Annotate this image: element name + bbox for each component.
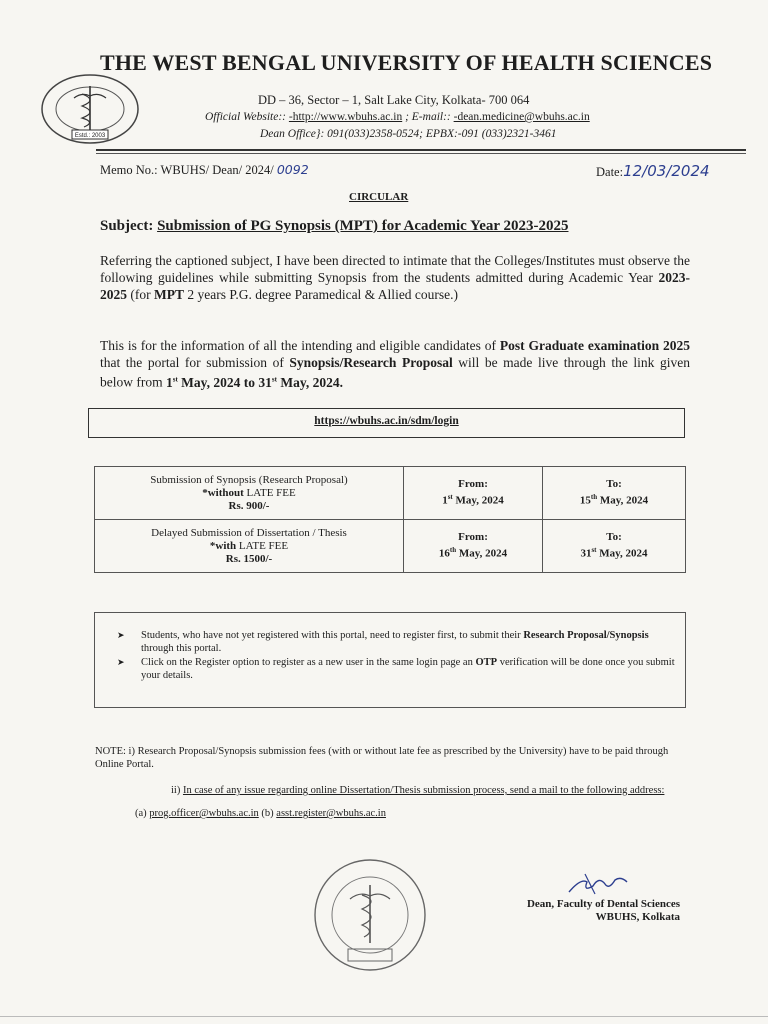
note-ii-text: In case of any issue regarding online Dissertation/Thesis submission process, send a mail to the following address:	[182, 785, 665, 796]
para2-text: This is for the information of all the intending and eligible candidates of	[100, 338, 500, 353]
instr2-bold: OTP	[475, 657, 498, 668]
page-edge	[0, 1016, 768, 1017]
para2-d2: May, 2024 to 31	[177, 374, 272, 390]
instr1-text: Students, who have not yet registered with this portal, need to register first, to submit their	[141, 630, 524, 641]
from-rest: May, 2024	[456, 547, 508, 560]
instructions-box	[94, 612, 686, 708]
to-label: To:	[606, 531, 622, 544]
memo-label: Memo No.: WBUHS/ Dean/ 2024/	[100, 163, 274, 177]
dean-signature	[565, 868, 635, 898]
para1-year: 2023-2025	[100, 270, 690, 302]
from-sup: th	[449, 546, 457, 555]
instr2-text: Click on the Register option to register as a new user in the same login page an	[141, 657, 476, 668]
para1-course: MPT	[154, 287, 184, 302]
para1-text2: (for	[127, 287, 154, 302]
portal-link[interactable]: https://wbuhs.ac.in/sdm/login	[314, 415, 459, 427]
university-address: DD – 36, Sector – 1, Salt Lake City, Kolkata- 700 064	[258, 93, 530, 107]
fee-type-bold: *without	[202, 486, 244, 499]
note-fees: NOTE: i) Research Proposal/Synopsis submission fees (with or without late fee as prescribed by the University) have to be paid through Online Portal.	[95, 746, 669, 770]
memo-date	[596, 162, 710, 180]
fee-desc-cell	[95, 520, 404, 573]
arrow-bullet-icon: ➤	[117, 657, 125, 667]
para2-exam: Post Graduate examination 2025	[499, 338, 690, 353]
fee-desc: Submission of Synopsis (Research Proposal)	[150, 473, 348, 486]
instr2-end: verification will be done once you submit your details.	[141, 657, 675, 681]
to-rest: May, 2024	[596, 547, 648, 560]
signatory-block	[490, 898, 680, 924]
email-a-label: (a)	[135, 808, 150, 819]
table-row	[95, 520, 686, 573]
to-day: 31	[580, 547, 592, 560]
subject-text: Submission of PG Synopsis (MPT) for Academic Year 2023-2025	[157, 218, 569, 234]
fee-amount: Rs. 1500/-	[225, 552, 273, 565]
header-divider-thin	[96, 153, 746, 154]
para2-proposal: Synopsis/Research Proposal	[289, 355, 453, 370]
signatory-org: WBUHS, Kolkata	[595, 911, 680, 923]
subject-line	[100, 218, 568, 235]
para2-text3: will be made live through the link given below from	[100, 355, 690, 390]
from-day: 16	[438, 547, 450, 560]
portal-link-box	[88, 408, 685, 438]
para2-d2-sup: st	[271, 375, 277, 383]
from-date	[405, 491, 541, 508]
from-sup: st	[447, 493, 453, 502]
para1-text: Referring the captioned subject, I have been directed to intimate that the Colleges/Institutes must observe the following guidelines while submitting Synopsis from the students admitted during Academic Year	[100, 253, 690, 285]
to-sup: th	[590, 493, 598, 502]
from-label: From:	[458, 531, 488, 544]
email-b-link[interactable]: asst.register@wbuhs.ac.in	[276, 808, 386, 819]
to-day: 15	[579, 494, 591, 507]
fee-amount: Rs. 900/-	[228, 499, 270, 512]
from-rest: May, 2024	[452, 494, 504, 507]
fee-type-text: LATE FEE	[243, 486, 296, 499]
instruction-text	[141, 656, 681, 682]
para2-d1-sup: st	[172, 375, 178, 383]
paragraph-guidelines	[100, 252, 690, 303]
fee-schedule-table	[94, 466, 686, 573]
para2-text2: that the portal for submission of	[100, 355, 290, 370]
to-label: To:	[606, 478, 622, 491]
to-date	[544, 544, 684, 561]
email-label: ; E-mail::	[405, 111, 454, 123]
arrow-bullet-icon: ➤	[117, 630, 125, 640]
contact-line	[205, 111, 590, 123]
fee-type	[96, 487, 402, 500]
to-date-cell	[543, 520, 686, 573]
website-label: Official Website::	[205, 111, 287, 123]
support-emails	[135, 808, 386, 819]
fee-type-bold: *with	[209, 539, 237, 552]
para2-d3: May, 2024.	[276, 374, 343, 390]
para2-d1: 1	[165, 374, 173, 390]
paragraph-portal	[100, 337, 690, 391]
instr1-end: through this portal.	[141, 643, 222, 654]
instr1-bold: Research Proposal/Synopsis	[523, 630, 649, 641]
email-b-label: (b)	[258, 808, 277, 819]
memo-handwritten-number: 0092	[276, 162, 309, 177]
fee-desc-cell	[95, 467, 404, 520]
to-rest: May, 2024	[597, 494, 649, 507]
para1-text3: 2 years P.G. degree Paramedical & Allied course.)	[184, 287, 459, 302]
circular-heading: CIRCULAR	[349, 191, 409, 203]
seal-estd-text: Estd.: 2003	[74, 133, 106, 139]
table-row	[95, 467, 686, 520]
subject-label: Subject:	[100, 218, 154, 234]
to-date	[544, 491, 684, 508]
instruction-text	[141, 629, 681, 655]
from-day: 1	[442, 494, 448, 507]
from-label: From:	[458, 478, 488, 491]
university-title: THE WEST BENGAL UNIVERSITY OF HEALTH SCIENCES	[100, 50, 713, 75]
dean-office-phone: Dean Office}: 091(033)2358-0524; EPBX:-091 (033)2321-3461	[260, 128, 557, 140]
fee-type	[96, 540, 402, 553]
to-date-cell	[543, 467, 686, 520]
fee-desc: Delayed Submission of Dissertation / Thesis	[151, 526, 347, 539]
university-seal-logo	[38, 72, 142, 146]
para2-dates	[166, 375, 343, 390]
date-label: Date:	[596, 165, 624, 179]
from-date-cell	[404, 520, 543, 573]
email-a-link[interactable]: prog.officer@wbuhs.ac.in	[149, 808, 259, 819]
header-divider	[96, 149, 746, 151]
to-sup: st	[591, 546, 597, 555]
university-seal-stamp	[310, 853, 430, 978]
fee-type-text: LATE FEE	[236, 539, 289, 552]
website-link[interactable]: -http://www.wbuhs.ac.in	[288, 111, 403, 123]
from-date-cell	[404, 467, 543, 520]
date-handwritten: 12/03/2024	[623, 162, 710, 180]
memo-number	[100, 162, 309, 178]
email-link[interactable]: -dean.medicine@wbuhs.ac.in	[453, 111, 590, 123]
note-support	[95, 784, 690, 797]
note-ii-label: ii)	[171, 785, 183, 796]
from-date	[405, 544, 541, 561]
signatory-title: Dean, Faculty of Dental Sciences	[526, 898, 680, 910]
